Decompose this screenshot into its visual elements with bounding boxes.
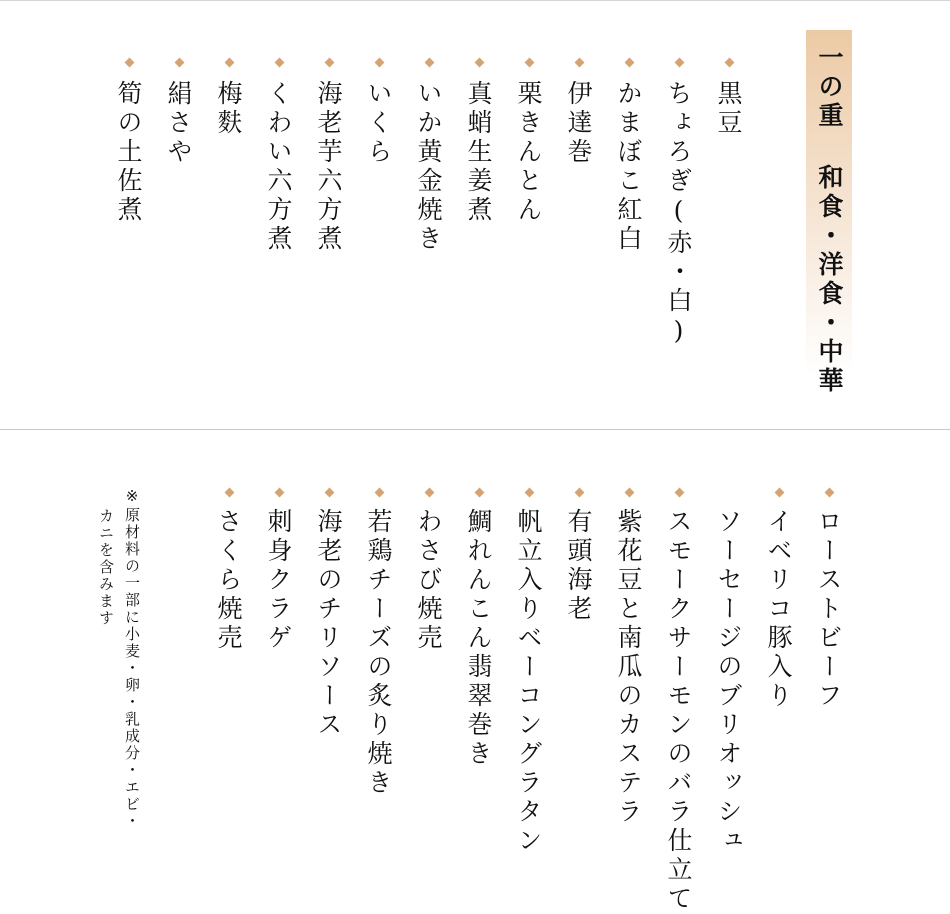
menu-item: 筍の土佐煮: [114, 80, 143, 225]
bullet-icon: [325, 58, 335, 68]
bullet-icon: [525, 58, 535, 68]
bullet-icon: [425, 488, 435, 498]
bullet-icon: [225, 58, 235, 68]
menu-item: いくら: [364, 80, 393, 167]
section-heading: 一の重 和食・洋食・中華: [815, 44, 844, 396]
bullet-icon: [325, 488, 335, 498]
menu-item: ちょろぎ(赤・白): [664, 80, 693, 349]
allergen-note-line1: ※原材料の一部に小麦・卵・乳成分・エビ・: [123, 487, 141, 830]
bullet-icon: [475, 58, 485, 68]
menu-item: 伊達巻: [564, 80, 593, 167]
bullet-icon: [275, 58, 285, 68]
menu-item: 栗きんとん: [514, 80, 543, 225]
bullet-icon: [675, 58, 685, 68]
allergen-note-line2: カニを含みます: [97, 508, 115, 627]
menu-item: さくら焼売: [214, 508, 243, 653]
menu-item: 刺身クラゲ: [264, 508, 293, 653]
menu-item: 梅麩: [214, 80, 243, 138]
menu-item: 黒豆: [714, 80, 743, 138]
menu-item: イベリコ豚入り: [764, 508, 793, 711]
menu-item: 海老芋六方煮: [314, 80, 343, 254]
bullet-icon: [625, 488, 635, 498]
bullet-icon: [425, 58, 435, 68]
bullet-icon: [725, 58, 735, 68]
menu-item: かまぼこ紅白: [614, 80, 643, 254]
bullet-icon: [125, 58, 135, 68]
top-divider: [0, 0, 950, 1]
menu-item: 有頭海老: [564, 508, 593, 624]
bullet-icon: [625, 58, 635, 68]
bullet-icon: [225, 488, 235, 498]
menu-item: 鯛れんこん翡翠巻き: [464, 508, 493, 769]
bullet-icon: [475, 488, 485, 498]
menu-item: くわい六方煮: [264, 80, 293, 254]
bullet-icon: [375, 488, 385, 498]
bullet-icon: [575, 488, 585, 498]
menu-item: 真蛸生姜煮: [464, 80, 493, 225]
section-divider: [0, 429, 950, 430]
menu-item-continued: ソーセージのブリオッシュ: [714, 508, 743, 856]
bullet-icon: [775, 488, 785, 498]
menu-item: いか黄金焼き: [414, 80, 443, 254]
menu-item: 紫花豆と南瓜のカステラ: [614, 508, 643, 827]
bullet-icon: [275, 488, 285, 498]
menu-item: 帆立入りベーコングラタン: [514, 508, 543, 856]
menu-item: 海老のチリソース: [314, 508, 343, 740]
bullet-icon: [675, 488, 685, 498]
menu-item: 絹さや: [164, 80, 193, 167]
bullet-icon: [575, 58, 585, 68]
bullet-icon: [825, 488, 835, 498]
bullet-icon: [525, 488, 535, 498]
menu-item: わさび焼売: [414, 508, 443, 653]
bullet-icon: [375, 58, 385, 68]
menu-item: スモークサーモンのバラ仕立て: [664, 508, 693, 914]
menu-item: 若鶏チーズの炙り焼き: [364, 508, 393, 798]
menu-item: ローストビーフ: [814, 508, 843, 711]
bullet-icon: [175, 58, 185, 68]
